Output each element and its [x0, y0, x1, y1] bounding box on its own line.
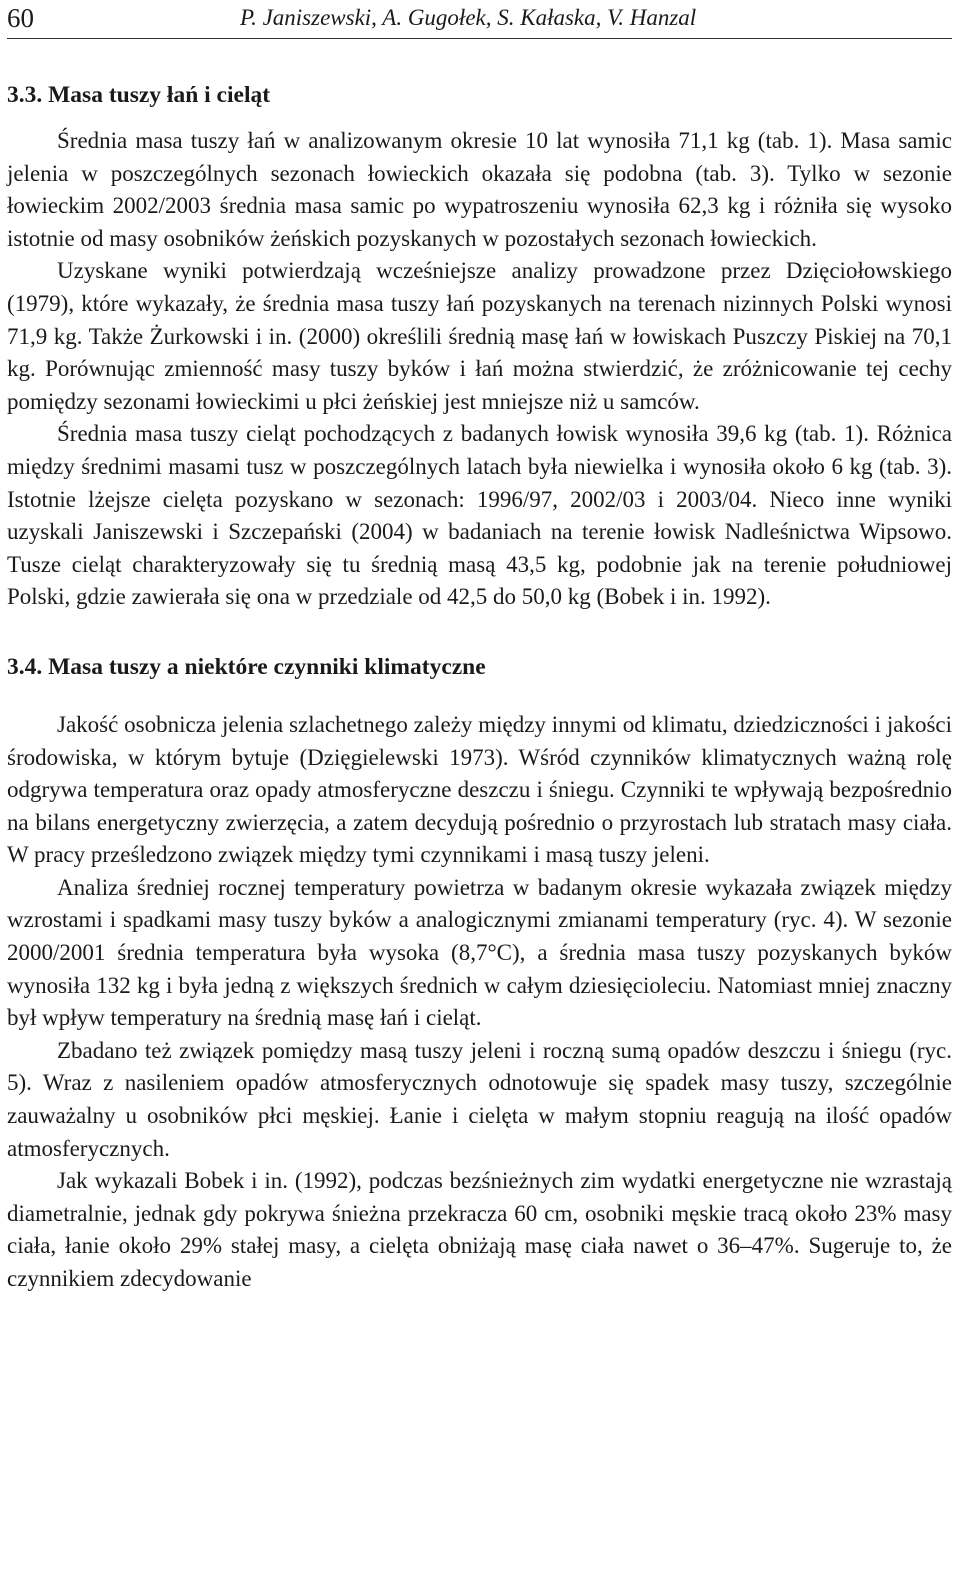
section-heading: 3.4. Masa tuszy a niektóre czynniki klimatyczne: [7, 653, 486, 680]
page-number: 60: [7, 3, 34, 33]
document-page: [7, 0, 952, 1296]
page-header: [7, 0, 952, 39]
paragraph: Średnia masa tuszy cieląt pochodzących z badanych łowisk wynosiła 39,6 kg (tab. 1). Różnica między średnimi masami tusz w poszczególnych latach była niewielka i wynosiła około 6 kg (tab. 3). Istotnie lżejsze cielęta pozyskano w sezonach: 1996/97, 2002/03 i 2003/04. Nieco inne wyniki uzyskali Janiszewski i Szczepański (2004) w badaniach na terenie łowisk Nadleśnictwa Wipsowo. Tusze cieląt charakteryzowały się tu średnią masą 43,5 kg, podobnie jak na terenie południowej Polski, gdzie zawierała się ona w przedziale od 42,5 do 50,0 kg (Bobek i in. 1992).: [7, 421, 952, 610]
paragraph: Jakość osobnicza jelenia szlachetnego zależy między innymi od klimatu, dziedziczności i jakości środowiska, w którym bytuje (Dzięgielewski 1973). Wśród czynników klimatycznych ważną rolę odgrywa temperatura oraz opady atmosferyczne deszczu i śniegu. Czynniki te wpływają bezpośrednio na bilans energetyczny zwierzęcia, a zatem decydują pośrednio o przyrostach lub stratach masy ciała. W pracy prześledzono związek między tymi czynnikami i masą tuszy jeleni.: [7, 711, 952, 868]
paragraph: Zbadano też związek pomiędzy masą tuszy jeleni i roczną sumą opadów deszczu i śniegu (ryc. 5). Wraz z nasileniem opadów atmosferycznych odnotowuje się spadek masy tuszy, szczególnie zauważalny u osobników płci męskiej. Łanie i cielęta w małym stopniu reagują na ilość opadów atmosferycznych.: [7, 1037, 952, 1161]
section-heading: 3.3. Masa tuszy łań i cieląt: [7, 82, 271, 108]
section-3-3: [7, 82, 952, 614]
paragraph: Uzyskane wyniki potwierdzają wcześniejsze analizy prowadzone przez Dzięciołowskiego (1979), które wykazały, że średnia masa tuszy łań pozyskanych na terenach nizinnych Polski wynosi 71,9 kg. Także Żurkowski i in. (2000) określili średnią masę łań w łowiskach Puszczy Piskiej na 70,1 kg. Porównując zmienność masy tuszy byków i łań można stwierdzić, że zróżnicowanie tej cechy pomiędzy sezonami łowieckimi u płci żeńskiej jest mniejsze niż u samców.: [7, 258, 952, 414]
running-head-authors: P. Janiszewski, A. Gugołek, S. Kałaska, V. Hanzal: [240, 5, 697, 30]
paragraph: Jak wykazali Bobek i in. (1992), podczas bezśnieżnych zim wydatki energetyczne nie wzrastają diametralnie, jednak gdy pokrywa śnieżna przekracza 60 cm, osobniki męskie tracą około 23% masy ciała, łanie około 29% stałej masy, a cielęta obniżają masę ciała nawet o 36–47%. Sugeruje to, że czynnikiem zdecydowanie: [7, 1168, 952, 1291]
paragraph: Średnia masa tuszy łań w analizowanym okresie 10 lat wynosiła 71,1 kg (tab. 1). Masa samic jelenia w poszczególnych sezonach łowieckich okazała się podobna (tab. 3). Tylko w sezonie łowieckim 2002/2003 średnia masa samic po wypatroszeniu wynosiła 62,3 kg i różniła się wysoko istotnie od masy osobników żeńskich pozyskanych w pozostałych sezonach łowieckich.: [7, 128, 952, 251]
section-3-4: [7, 654, 952, 1296]
paragraph: Analiza średniej rocznej temperatury powietrza w badanym okresie wykazała związek między wzrostami i spadkami masy tuszy byków a analogicznymi zmianami temperatury (ryc. 4). W sezonie 2000/2001 średnia temperatura była wysoka (8,7°C), a średnia masa tuszy pozyskanych byków wynosiła 132 kg i była jedną z większych średnich w całym dziesięcioleciu. Natomiast mniej znaczny był wpływ temperatury na średnią masę łań i cieląt.: [7, 874, 952, 1031]
